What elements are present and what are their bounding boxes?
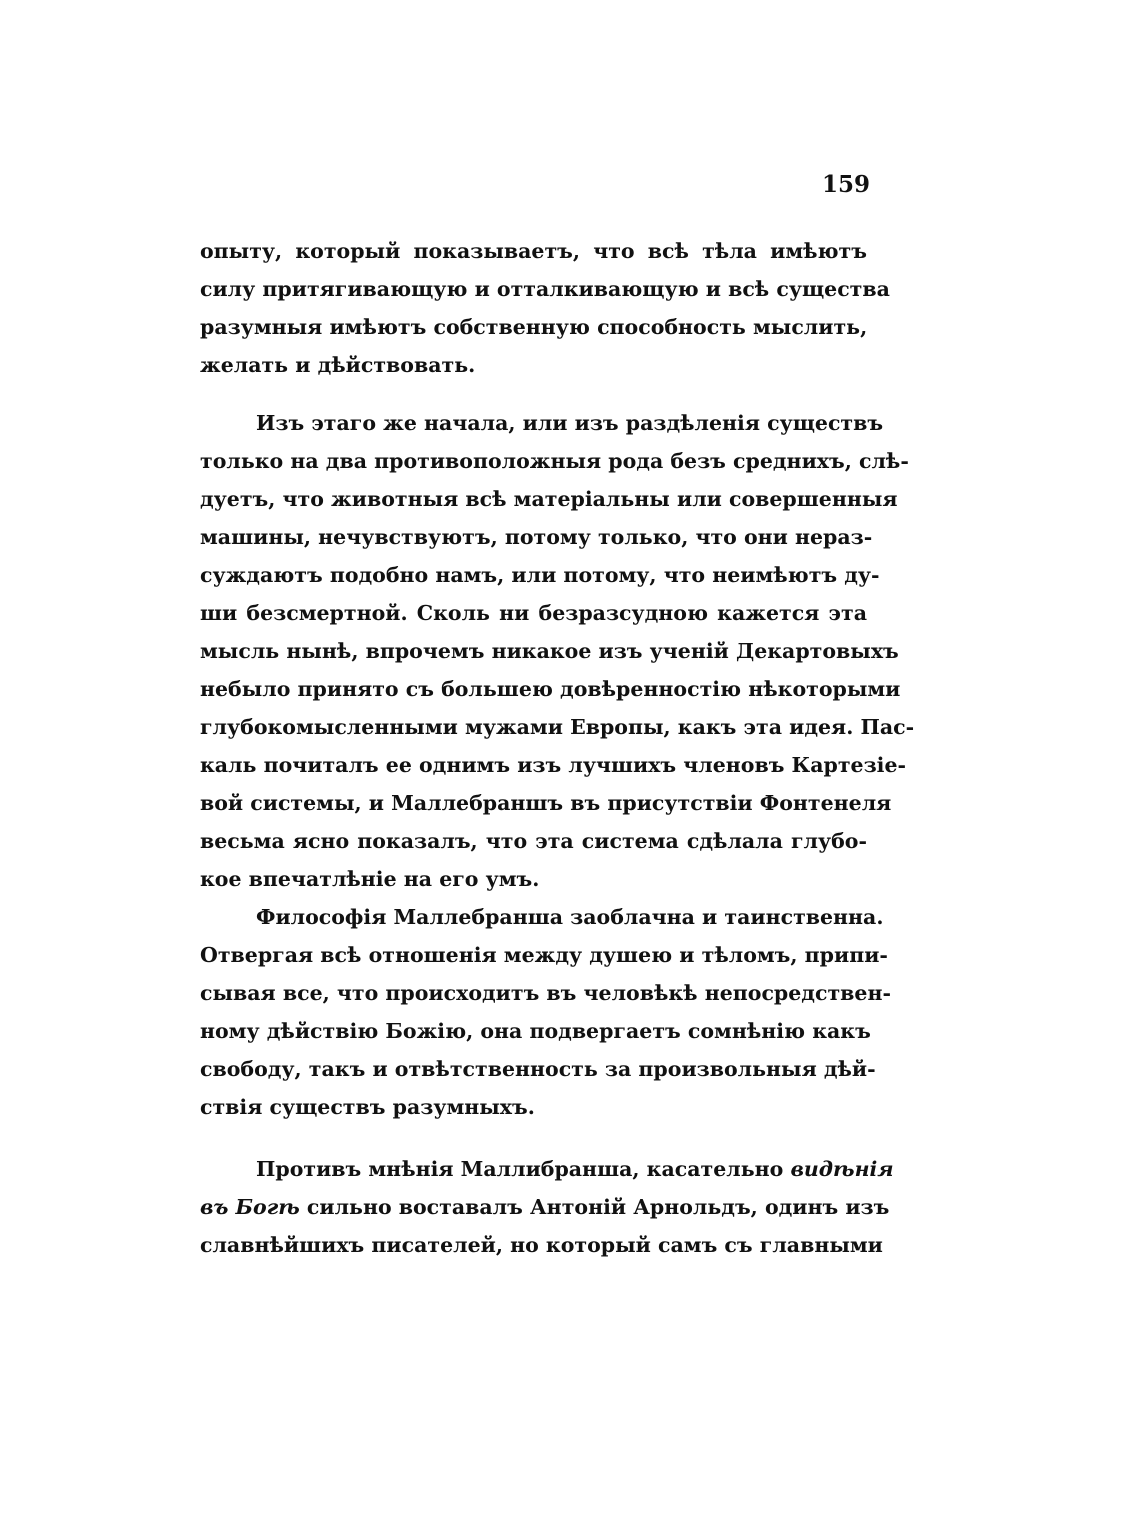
paragraph-4 xyxy=(200,1150,894,1264)
paragraph-3 xyxy=(200,898,891,1126)
text-run: Противъ мнѣнія Маллибранша, касательно xyxy=(256,1157,784,1181)
text-line: ствія существъ разумныхъ. xyxy=(200,1095,535,1119)
text-line: машины, нечувствуютъ, потому только, что они нераз- xyxy=(200,525,873,549)
text-line: ному дѣйствію Божію, она подвергаетъ сомнѣнію какъ xyxy=(200,1019,871,1043)
text-line: только на два противоположныя рода безъ среднихъ, слѣ- xyxy=(200,449,909,473)
paragraph-2 xyxy=(200,404,915,898)
text-line: глубокомысленными мужами Европы, какъ эта идея. Пас- xyxy=(200,715,915,739)
text-line: кое впечатлѣніе на его умъ. xyxy=(200,867,540,891)
text-line: дуетъ, что животныя всѣ матеріальны или совершенныя xyxy=(200,487,898,511)
text-line: небыло принято съ большею довѣренностію нѣкоторыми xyxy=(200,677,901,701)
text-line: ши безсмертной. Сколь ни безразсудною кажется эта xyxy=(200,601,867,625)
text-line: опыту, который показываетъ, что всѣ тѣла имѣютъ xyxy=(200,239,867,263)
italic-text: въ Богѣ xyxy=(200,1195,300,1219)
text-line: весьма ясно показалъ, что эта система сдѣлала глубо- xyxy=(200,829,867,853)
page-number: 159 xyxy=(821,171,870,198)
text-line xyxy=(200,1150,894,1188)
text-line: желать и дѣйствовать. xyxy=(200,353,476,377)
text-line: сывая все, что происходитъ въ человѣкѣ непосредствен- xyxy=(200,981,891,1005)
text-line: Отвергая всѣ отношенія между душею и тѣломъ, припи- xyxy=(200,943,888,967)
text-line: Изъ этаго же начала, или изъ раздѣленія существъ xyxy=(256,411,884,435)
text-line xyxy=(200,1188,890,1226)
text-line: мысль нынѣ, впрочемъ никакое изъ ученій Декартовыхъ xyxy=(200,639,899,663)
text-line: Философія Маллебранша заоблачна и таинственна. xyxy=(256,905,884,929)
text-line: вой системы, и Маллебраншъ въ присутствіи Фонтенеля xyxy=(200,791,892,815)
italic-text: видѣнія xyxy=(790,1157,894,1181)
text-run: сильно воставалъ Антоній Арнольдъ, одинъ изъ xyxy=(306,1195,890,1219)
text-line: славнѣйшихъ писателей, но который самъ съ главными xyxy=(200,1233,883,1257)
text-line: силу притягивающую и отталкивающую и всѣ существа xyxy=(200,277,890,301)
text-line: разумныя имѣютъ собственную способность мыслить, xyxy=(200,315,868,339)
text-line: каль почиталъ ее однимъ изъ лучшихъ членовъ Картезіе- xyxy=(200,753,906,777)
text-line: свободу, такъ и отвѣтственность за произвольныя дѣй- xyxy=(200,1057,876,1081)
text-line: суждаютъ подобно намъ, или потому, что неимѣютъ ду- xyxy=(200,563,880,587)
paragraph-1 xyxy=(200,232,890,384)
